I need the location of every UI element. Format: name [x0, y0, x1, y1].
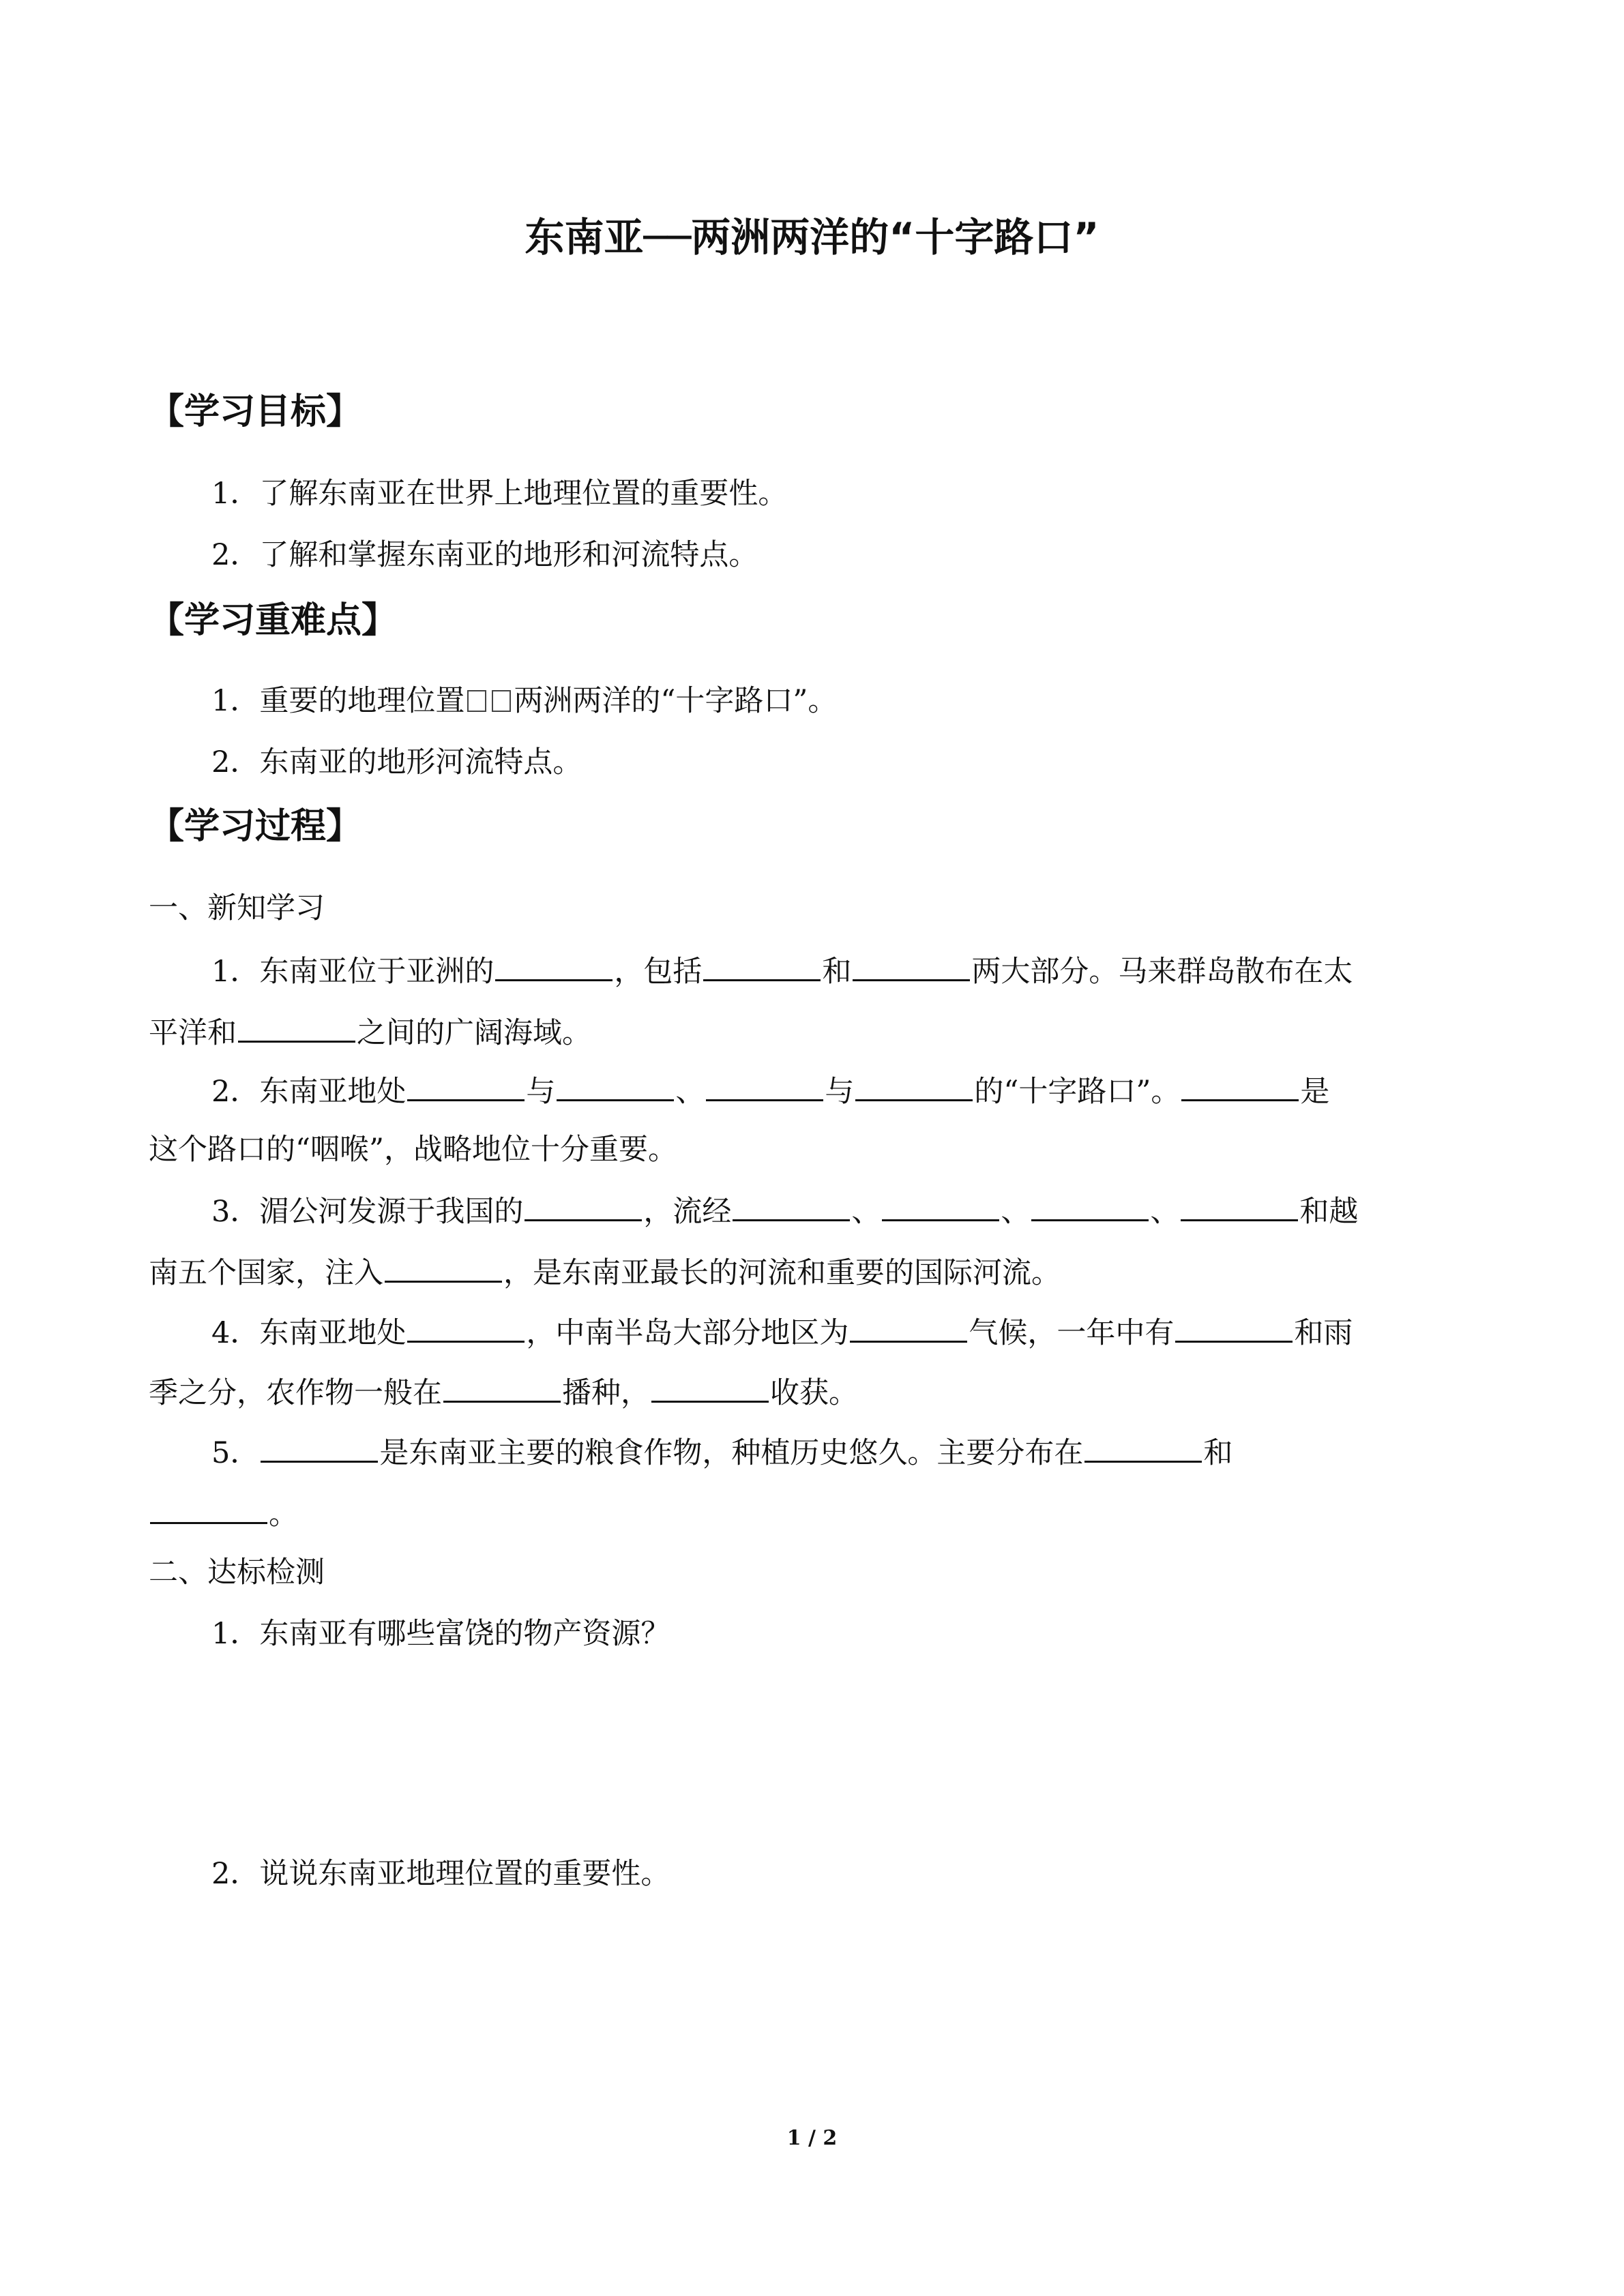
- answer-blank[interactable]: [1181, 1069, 1299, 1101]
- placeholder-box: [467, 690, 486, 712]
- question-4-line-1: 4．东南亚地处 ，中南半岛大部分地区为 气候，一年中有 和雨: [211, 1311, 1353, 1354]
- question-4-line-2: 季之分，农作物一般在 播种， 收获。: [149, 1371, 858, 1414]
- answer-blank[interactable]: [1031, 1189, 1149, 1221]
- answer-blank[interactable]: [525, 1189, 642, 1221]
- question-5-line-2: 。: [149, 1492, 298, 1535]
- answer-blank[interactable]: [261, 1431, 378, 1463]
- answer-blank[interactable]: [882, 1189, 999, 1221]
- key-points-heading: 【学习重难点】: [149, 600, 398, 641]
- answer-blank[interactable]: [1181, 1189, 1298, 1221]
- answer-blank[interactable]: [853, 949, 970, 981]
- key-point-item-1: 1．重要的地理位置 两洲两洋的“十字路口”。: [211, 684, 838, 718]
- page-number: 1 / 2: [786, 2126, 838, 2150]
- placeholder-box: [492, 690, 511, 712]
- answer-blank[interactable]: [1175, 1311, 1293, 1343]
- answer-blank[interactable]: [238, 1011, 355, 1043]
- question-1-line-2: 平洋和 之间的广阔海域。: [149, 1011, 591, 1054]
- test-question-1: 1．东南亚有哪些富饶的物产资源？: [211, 1617, 670, 1651]
- answer-blank[interactable]: [1084, 1431, 1202, 1463]
- answer-blank[interactable]: [407, 1069, 525, 1101]
- answer-blank[interactable]: [850, 1311, 967, 1343]
- process-heading: 【学习过程】: [149, 806, 362, 847]
- part-2-title: 二、达标检测: [149, 1555, 325, 1590]
- answer-blank[interactable]: [407, 1311, 525, 1343]
- answer-blank[interactable]: [733, 1189, 850, 1221]
- question-3-line-2: 南五个国家，注入 ，是东南亚最长的河流和重要的国际河流。: [149, 1251, 1061, 1294]
- answer-blank[interactable]: [557, 1069, 674, 1101]
- test-question-2: 2．说说东南亚地理位置的重要性。: [211, 1857, 670, 1891]
- answer-blank[interactable]: [385, 1251, 502, 1283]
- answer-blank[interactable]: [855, 1069, 973, 1101]
- answer-blank[interactable]: [495, 949, 612, 981]
- answer-blank[interactable]: [651, 1371, 769, 1403]
- page-title: 东南亚──两洲两洋的“十字路口”: [525, 214, 1099, 260]
- answer-blank[interactable]: [703, 949, 821, 981]
- question-5-line-1: 5． 是东南亚主要的粮食作物，种植历史悠久。主要分布在 和: [211, 1431, 1232, 1474]
- question-3-line-1: 3．湄公河发源于我国的 ，流经 、 、 、 和越: [211, 1189, 1358, 1232]
- question-1-line-1: 1．东南亚位于亚洲的 ，包括 和 两大部分。马来群岛散布在太: [211, 949, 1353, 992]
- objectives-heading: 【学习目标】: [149, 391, 362, 432]
- key-point-item-2: 2．东南亚的地形河流特点。: [211, 745, 582, 779]
- answer-blank[interactable]: [706, 1069, 823, 1101]
- answer-blank[interactable]: [443, 1371, 561, 1403]
- question-2-line-1: 2．东南亚地处 与 、 与 的“十字路口”。 是: [211, 1069, 1329, 1112]
- part-1-title: 一、新知学习: [149, 891, 325, 925]
- objective-item-1: 1．了解东南亚在世界上地理位置的重要性。: [211, 477, 788, 511]
- objective-item-2: 2．了解和掌握东南亚的地形和河流特点。: [211, 538, 758, 572]
- question-2-line-2: 这个路口的“咽喉”，战略地位十分重要。: [149, 1133, 677, 1167]
- answer-blank[interactable]: [150, 1492, 267, 1524]
